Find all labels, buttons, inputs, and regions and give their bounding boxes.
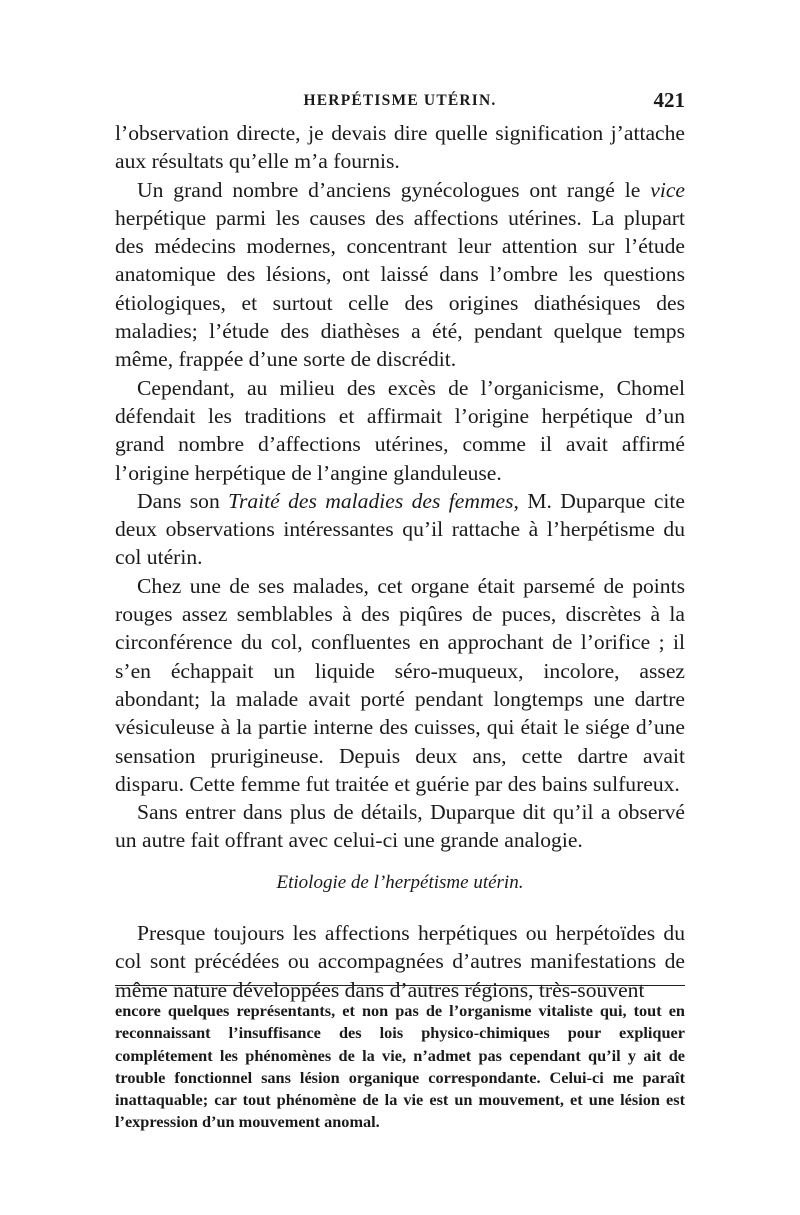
- running-head: HERPÉTISME UTÉRIN.: [303, 92, 497, 109]
- paragraph-5: Chez une de ses malades, cet organe était parsemé de points rouges assez semblables à des piqûres de puces, discrètes à la circonférence du col, confluentes en approchant de l’orifice ; il s’en échappait un liquide séro-muqueux, incolore, assez abondant; la malade avait porté pendant longtemps une dartre vésiculeuse à la partie interne des cuisses, qui était le siége d’une sensation prurigineuse. Depuis deux ans, cette dartre avait disparu. Cette femme fut traitée et guérie par des bains sulfureux.: [115, 573, 685, 796]
- paragraph-1: l’observation directe, je devais dire quelle signification j’attache aux résultats qu’elle m’a fournis.: [115, 121, 685, 174]
- footnote-rule: [115, 985, 685, 986]
- paragraph-6: Sans entrer dans plus de détails, Duparque dit qu’il a observé un autre fait offrant avec celui-ci une grande analogie.: [115, 800, 685, 853]
- paragraph-3: Cependant, au milieu des excès de l’organicisme, Chomel défendait les traditions et affirmait l’origine herpétique d’un grand nombre d’affections utérines, comme il avait affirmé l’origine herpétique de l’angine glanduleuse.: [115, 375, 685, 485]
- section-title: Etiologie de l’herpétisme utérin.: [276, 871, 524, 893]
- footnote: encore quelques représentants, et non pas de l’organisme vitaliste qui, tout en reconnaissant l’insuffisance des lois physico-chimiques pour expliquer complétement les phénomènes de la vie, n’admet pas cependant qu’il y ait de trouble fonctionnel sans lésion organique correspondante. Celui-ci me paraît inattaquable; car tout phénomène de la vie est un mouvement, et une lésion est l’expression d’un mouvement anomal.: [115, 1001, 685, 1132]
- paragraph-2: Un grand nombre d’anciens gynécologues ont rangé le vice herpétique parmi les causes des affections utérines. La plupart des médecins modernes, concentrant leur attention sur l’étude anatomique des lésions, ont laissé dans l’ombre les questions étiologiques, et surtout celle des origines diathésiques des maladies; l’étude des diathèses a été, pendant quelque temps même, frappée d’une sorte de discrédit.: [115, 177, 685, 372]
- paragraph-7: Presque toujours les affections herpétiques ou herpétoïdes du col sont précédées ou accompagnées d’autres manifestations de même nature développées dans d’autres régions, très-souvent: [115, 921, 685, 1002]
- body-text: [115, 119, 685, 1004]
- emphasis-vice: vice: [650, 177, 685, 202]
- book-title-emphasis: Traité des maladies des femmes: [228, 488, 514, 513]
- page-number: 421: [653, 88, 685, 112]
- paragraph-4: Dans son Traité des maladies des femmes, M. Duparque cite deux observations intéressantes qu’il rattache à l’herpétisme du col utérin.: [115, 488, 685, 570]
- page-header: [115, 88, 685, 118]
